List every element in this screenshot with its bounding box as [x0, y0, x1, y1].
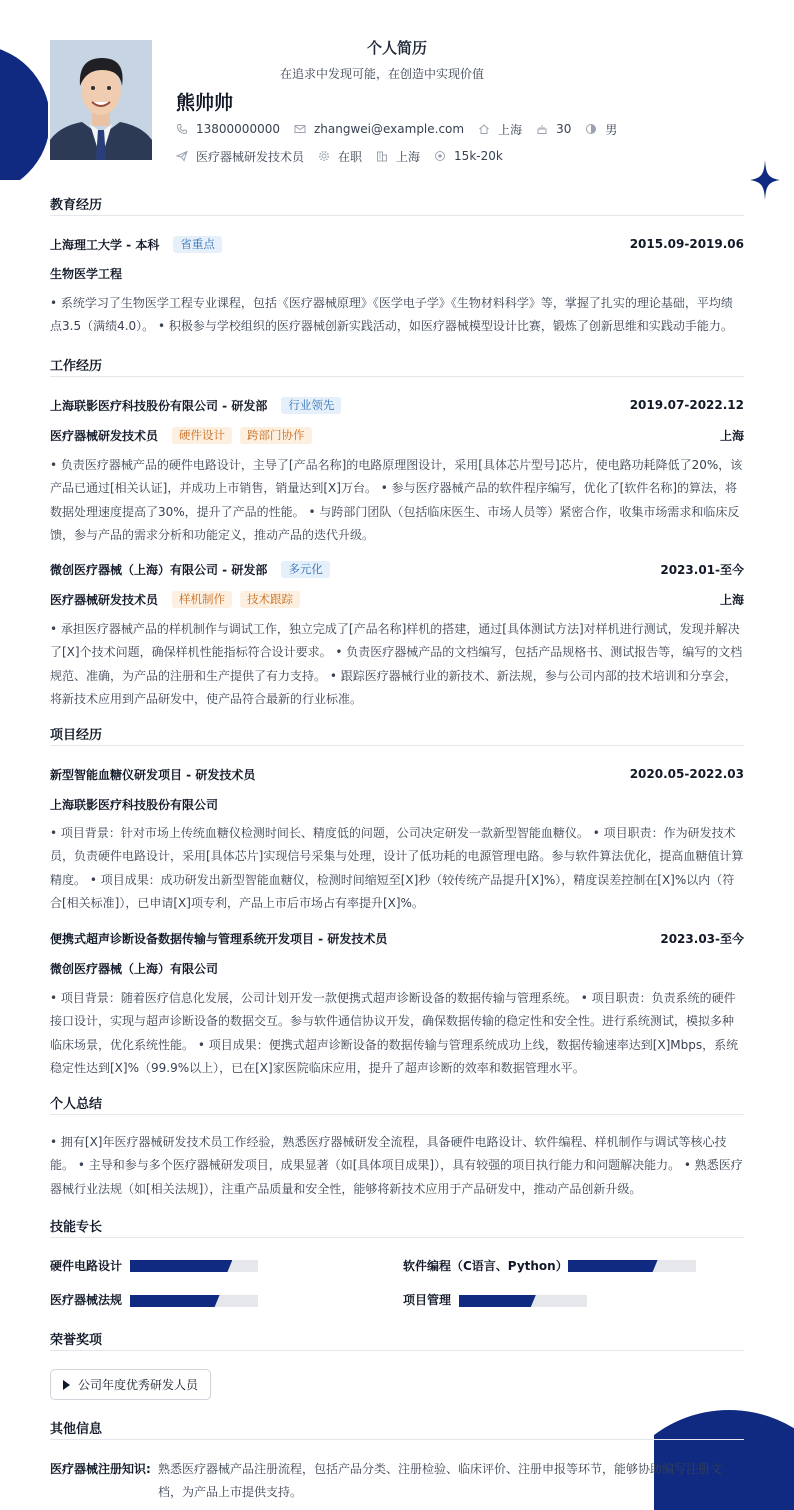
education-date: 2015.09-2019.06 — [629, 237, 744, 251]
work-date: 2019.07-2022.12 — [629, 398, 744, 412]
project-company-row — [50, 958, 744, 978]
project-description: • 项目背景：针对市场上传统血糖仪检测时间长、精度低的问题，公司决定研发一款新型智能血糖仪。 • 项目职责：作为研发技术员，负责硬件电路设计，采用[具体芯片]实现信号采集与处理，设计了低功耗的电源管理电路。参与软件算法优化，提高血糖值计算精度。 • 项目成果：成功研发出新型智能血糖仪，检测时间缩短至[X]秒（较传统产品提升[X]%），精度误差控制在[X]%以内（符合[相关标准]），已申请[X]项专利，产品上市后市场占有率提升[X]%。 — [50, 826, 744, 910]
company-tag: 多元化 — [281, 561, 330, 578]
education-entry-header — [50, 234, 744, 254]
role-name: 医疗器械研发技术员 — [50, 428, 159, 443]
project-entry-header — [50, 764, 744, 784]
skill-tag: 技术跟踪 — [240, 591, 300, 608]
corner-decoration-top-left — [0, 0, 48, 180]
section-title: 项目经历 — [50, 728, 103, 743]
company-tag: 行业领先 — [281, 397, 341, 414]
phone-value: 13800000000 — [196, 122, 280, 136]
projects-section-header — [50, 726, 744, 746]
award-item[interactable] — [50, 1369, 211, 1400]
candidate-name: 熊帅帅 — [176, 92, 234, 114]
resume-title: 个人简历 — [366, 39, 427, 57]
work-entry-header — [50, 559, 744, 579]
project-name: 便携式超声诊断设备数据传输与管理系统开发项目 - 研发技术员 — [50, 931, 388, 946]
work-section-header — [50, 357, 744, 377]
project-date: 2023.03-至今 — [660, 931, 744, 946]
project-description: • 项目背景：随着医疗信息化发展，公司计划开发一款便携式超声诊断设备的数据传输与管理系统。 • 项目职责：负责系统的硬件接口设计，实现与超声诊断设备的数据交互。参与软件通信协议开发，确保数据传输的稳定性和安全性。进行系统测试，模拟多种临床场景，优化系统性能。 • 项目成果：便携式超声诊断设备的数据传输与管理系统成功上线，数据传输速率达到[X]Mbps，系统稳定性达到[X]%（99.9%以上），已在[X]家医院临床应用，提升了超声诊断的效率和数据管理水平。 — [50, 991, 739, 1075]
target-city-value: 上海 — [396, 149, 421, 164]
section-title: 荣誉奖项 — [50, 1333, 103, 1348]
role-name: 医疗器械研发技术员 — [50, 592, 159, 607]
sparkle-star-icon — [750, 160, 780, 200]
section-title: 个人总结 — [50, 1097, 103, 1112]
education-section-header — [50, 196, 744, 216]
status-value: 在职 — [338, 149, 363, 164]
gender-value: 男 — [605, 122, 618, 137]
project-company: 微创医疗器械（上海）有限公司 — [50, 961, 219, 976]
skill-level-bar — [130, 1260, 258, 1272]
project-date: 2020.05-2022.03 — [629, 767, 744, 781]
contact-info-row — [176, 120, 631, 138]
skill-level-bar — [459, 1295, 587, 1307]
company-name: 上海联影医疗科技股份有限公司 - 研发部 — [50, 398, 268, 413]
section-title: 工作经历 — [50, 359, 103, 374]
job-intent-row — [176, 147, 517, 165]
skill-tag: 跨部门协作 — [240, 427, 312, 444]
send-icon — [176, 150, 188, 162]
work-location: 上海 — [719, 592, 744, 607]
education-major-row — [50, 263, 744, 283]
work-entry-header — [50, 395, 744, 415]
section-title: 其他信息 — [50, 1422, 103, 1437]
skill-name: 医疗器械法规 — [50, 1293, 123, 1307]
age-value: 30 — [556, 122, 572, 136]
project-entry-header — [50, 928, 744, 948]
skill-tag: 硬件设计 — [172, 427, 232, 444]
target-city-item — [376, 148, 420, 165]
education-description: • 系统学习了生物医学工程专业课程，包括《医疗器械原理》《医学电子学》《生物材料科学》等，掌握了扎实的理论基础，平均绩点3.5（满绩4.0）。 • 积极参与学校组织的医疗器械创新实践活动，如医疗器械模型设计比赛，锻炼了创新思维和实践动手能力。 — [50, 296, 733, 334]
building-icon — [376, 150, 388, 162]
money-icon — [434, 150, 446, 162]
resume-subtitle: 在追求中发现可能，在创造中实现价值 — [279, 67, 484, 81]
email-item — [294, 122, 464, 136]
play-triangle-icon — [63, 1380, 70, 1390]
major-name: 生物医学工程 — [50, 266, 123, 281]
work-role-row — [50, 589, 744, 609]
school-tag: 省重点 — [173, 236, 222, 253]
skill-name: 项目管理 — [403, 1293, 452, 1307]
salary-item — [434, 149, 503, 163]
skills-section-header — [50, 1218, 744, 1238]
gender-item — [585, 121, 617, 138]
city-item — [478, 121, 522, 138]
work-description: • 承担医疗器械产品的样机制作与调试工作，独立完成了[产品名称]样机的搭建，通过[具体测试方法]对样机进行测试，发现并解决了[X]个技术问题，确保样机性能指标符合设计要求。 • 负责医疗器械产品的文档编写，包括产品规格书、测试报告等，编写的文档规范、准确，为产品的注册和生产提供了有力支持。 • 跟踪医疗器械行业的新技术、新法规，参与公司内部的技术培训和分享会，将新技术应用到产品研发中，使产品符合最新的行业标准。 — [50, 622, 743, 706]
city-value: 上海 — [498, 122, 523, 137]
summary-description: • 拥有[X]年医疗器械研发技术员工作经验，熟悉医疗器械研发全流程，具备硬件电路设计、软件编程、样机制作与调试等核心技能。 • 主导和参与多个医疗器械研发项目，成果显著（如[具体项目成果]），具有较强的项目执行能力和问题解决能力。 • 熟悉医疗器械行业法规（如[相关法规]），注重产品质量和安全性，能够将新技术应用于产品研发中，推动产品创新升级。 — [50, 1135, 743, 1196]
gender-icon — [585, 123, 597, 135]
skill-level-bar — [130, 1295, 258, 1307]
phone-icon — [176, 123, 188, 135]
work-role-row — [50, 425, 744, 445]
skill-tag: 样机制作 — [172, 591, 232, 608]
award-name: 公司年度优秀研发人员 — [78, 1378, 199, 1392]
section-title: 技能专长 — [50, 1220, 103, 1235]
other-section-header — [50, 1420, 744, 1440]
mail-icon — [294, 123, 306, 135]
project-name: 新型智能血糖仪研发项目 - 研发技术员 — [50, 767, 256, 782]
company-name: 微创医疗器械（上海）有限公司 - 研发部 — [50, 562, 268, 577]
age-item — [536, 122, 571, 136]
other-info-text: 熟悉医疗器械产品注册流程，包括产品分类、注册检验、临床评价、注册申报等环节，能够协助编写注册文档，为产品上市提供支持。 — [158, 1462, 723, 1499]
section-title: 教育经历 — [50, 198, 103, 213]
phone-item — [176, 122, 280, 136]
project-company: 上海联影医疗科技股份有限公司 — [50, 797, 219, 812]
position-value: 医疗器械研发技术员 — [196, 149, 305, 164]
work-location: 上海 — [719, 428, 744, 443]
profile-photo — [50, 40, 152, 160]
school-name: 上海理工大学 - 本科 — [50, 237, 160, 252]
position-item — [176, 148, 304, 165]
status-item — [318, 148, 362, 165]
work-description: • 负责医疗器械产品的硬件电路设计，主导了[产品名称]的电路原理图设计，采用[具体芯片型号]芯片，使电路功耗降低了20%，该产品已通过[相关认证]，并成功上市销售，销量达到[X]万台。 • 参与医疗器械产品的软件程序编写，优化了[软件名称]的算法，将数据处理速度提高了30%，提升了产品的性能。 • 与跨部门团队（包括临床医生、市场人员等）紧密合作，收集市场需求和临床反馈，参与产品的需求分析和功能定义，推动产品的迭代升级。 — [50, 458, 743, 542]
skill-name: 软件编程（C语言、Python） — [403, 1259, 568, 1273]
honors-section-header — [50, 1331, 744, 1351]
skill-name: 硬件电路设计 — [50, 1259, 123, 1273]
work-date: 2023.01-至今 — [660, 562, 744, 577]
home-icon — [478, 123, 490, 135]
cake-icon — [536, 123, 548, 135]
summary-section-header — [50, 1095, 744, 1115]
other-info-label: 医疗器械注册知识: — [50, 1462, 151, 1476]
skill-level-bar — [568, 1260, 696, 1272]
gear-icon — [318, 150, 330, 162]
salary-value: 15k-20k — [454, 149, 503, 163]
project-company-row — [50, 794, 744, 814]
email-value: zhangwei@example.com — [313, 122, 465, 136]
